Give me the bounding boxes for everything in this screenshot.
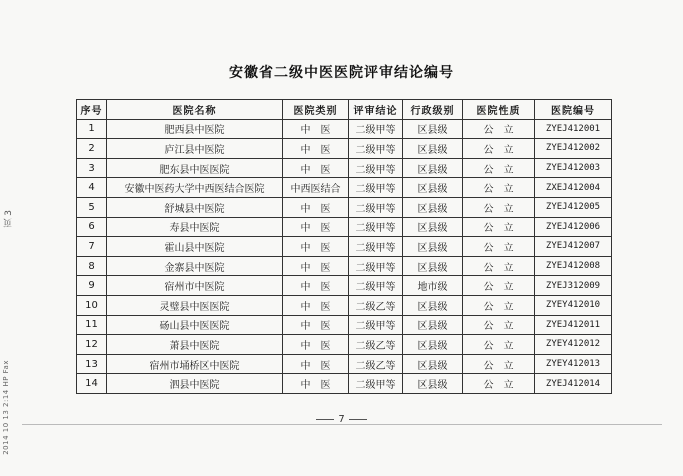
cell-index: 2 (77, 139, 107, 159)
cell-index: 13 (77, 354, 107, 374)
cell-index: 6 (77, 217, 107, 237)
cell-index: 5 (77, 197, 107, 217)
cell-nature: 公 立 (463, 217, 535, 237)
cell-conclusion: 二级甲等 (349, 139, 403, 159)
cell-index: 10 (77, 295, 107, 315)
table-row (77, 256, 612, 276)
cell-admin-level: 区县级 (403, 237, 463, 257)
cell-hospital-name: 宿州市中医院 (107, 276, 283, 296)
header-category: 医院类别 (283, 100, 349, 120)
cell-index: 4 (77, 178, 107, 198)
cell-hospital-name: 肥西县中医院 (107, 119, 283, 139)
hospital-table (76, 99, 612, 394)
cell-hospital-name: 砀山县中医医院 (107, 315, 283, 335)
cell-code: ZYEJ312009 (535, 276, 612, 296)
cell-code: ZYEJ412001 (535, 119, 612, 139)
cell-index: 11 (77, 315, 107, 335)
cell-code: ZXEJ412004 (535, 178, 612, 198)
cell-nature: 公 立 (463, 315, 535, 335)
cell-conclusion: 二级乙等 (349, 295, 403, 315)
cell-index: 3 (77, 158, 107, 178)
cell-nature: 公 立 (463, 237, 535, 257)
cell-index: 9 (77, 276, 107, 296)
cell-category: 中 医 (283, 354, 349, 374)
cell-admin-level: 区县级 (403, 295, 463, 315)
cell-conclusion: 二级乙等 (349, 335, 403, 355)
cell-admin-level: 区县级 (403, 256, 463, 276)
table-header-row (77, 100, 612, 120)
cell-category: 中 医 (283, 158, 349, 178)
cell-category: 中 医 (283, 276, 349, 296)
cell-category: 中西医结合 (283, 178, 349, 198)
cell-code: ZYEY412013 (535, 354, 612, 374)
cell-code: ZYEY412012 (535, 335, 612, 355)
cell-admin-level: 区县级 (403, 139, 463, 159)
cell-category: 中 医 (283, 237, 349, 257)
cell-category: 中 医 (283, 335, 349, 355)
page-number-dash-left (316, 419, 334, 420)
cell-nature: 公 立 (463, 197, 535, 217)
table-row (77, 158, 612, 178)
document-title: 安徽省二级中医医院评审结论编号 (229, 65, 454, 81)
cell-nature: 公 立 (463, 374, 535, 394)
cell-conclusion: 二级甲等 (349, 374, 403, 394)
cell-hospital-name: 舒城县中医院 (107, 197, 283, 217)
cell-conclusion: 二级乙等 (349, 354, 403, 374)
cell-admin-level: 区县级 (403, 217, 463, 237)
header-index: 序号 (77, 100, 107, 120)
cell-hospital-name: 霍山县中医院 (107, 237, 283, 257)
cell-code: ZYEJ412014 (535, 374, 612, 394)
cell-code: ZYEJ412002 (535, 139, 612, 159)
cell-admin-level: 区县级 (403, 158, 463, 178)
table-row (77, 335, 612, 355)
cell-admin-level: 区县级 (403, 197, 463, 217)
cell-code: ZYEJ412007 (535, 237, 612, 257)
cell-code: ZYEJ412005 (535, 197, 612, 217)
cell-admin-level: 区县级 (403, 119, 463, 139)
cell-admin-level: 区县级 (403, 354, 463, 374)
page-number-dash-right (349, 419, 367, 420)
cell-hospital-name: 庐江县中医院 (107, 139, 283, 159)
table-row (77, 315, 612, 335)
cell-nature: 公 立 (463, 119, 535, 139)
cell-category: 中 医 (283, 256, 349, 276)
cell-conclusion: 二级甲等 (349, 256, 403, 276)
table-row (77, 295, 612, 315)
header-nature: 医院性质 (463, 100, 535, 120)
cell-nature: 公 立 (463, 354, 535, 374)
cell-category: 中 医 (283, 119, 349, 139)
cell-conclusion: 二级甲等 (349, 197, 403, 217)
cell-category: 中 医 (283, 315, 349, 335)
cell-hospital-name: 泗县中医院 (107, 374, 283, 394)
table-row (77, 354, 612, 374)
cell-code: ZYEJ412006 (535, 217, 612, 237)
cell-category: 中 医 (283, 197, 349, 217)
cell-code: ZYEJ412011 (535, 315, 612, 335)
page-number-value: 7 (338, 414, 345, 425)
header-conclusion: 评审结论 (349, 100, 403, 120)
cell-admin-level: 区县级 (403, 335, 463, 355)
cell-category: 中 医 (283, 139, 349, 159)
header-admin-level: 行政级别 (403, 100, 463, 120)
cell-conclusion: 二级甲等 (349, 217, 403, 237)
side-page-note: 页 3 (4, 210, 14, 228)
cell-admin-level: 区县级 (403, 374, 463, 394)
table-row (77, 197, 612, 217)
table-row (77, 276, 612, 296)
cell-hospital-name: 萧县中医院 (107, 335, 283, 355)
cell-category: 中 医 (283, 217, 349, 237)
cell-conclusion: 二级甲等 (349, 119, 403, 139)
cell-conclusion: 二级甲等 (349, 237, 403, 257)
table-row (77, 217, 612, 237)
fax-header-stamp: 2014 10 13 2:14 HP Fax (2, 360, 10, 455)
cell-nature: 公 立 (463, 139, 535, 159)
cell-index: 8 (77, 256, 107, 276)
cell-admin-level: 区县级 (403, 178, 463, 198)
cell-admin-level: 区县级 (403, 315, 463, 335)
cell-hospital-name: 灵璧县中医医院 (107, 295, 283, 315)
cell-category: 中 医 (283, 374, 349, 394)
cell-code: ZYEY412010 (535, 295, 612, 315)
cell-index: 1 (77, 119, 107, 139)
cell-nature: 公 立 (463, 158, 535, 178)
cell-hospital-name: 宿州市埇桥区中医院 (107, 354, 283, 374)
header-code: 医院编号 (535, 100, 612, 120)
cell-index: 12 (77, 335, 107, 355)
header-hospital-name: 医院名称 (107, 100, 283, 120)
footer-rule (22, 424, 662, 425)
cell-conclusion: 二级甲等 (349, 158, 403, 178)
cell-index: 14 (77, 374, 107, 394)
cell-category: 中 医 (283, 295, 349, 315)
table-row (77, 178, 612, 198)
cell-conclusion: 二级甲等 (349, 178, 403, 198)
table-row (77, 119, 612, 139)
cell-nature: 公 立 (463, 178, 535, 198)
cell-nature: 公 立 (463, 295, 535, 315)
cell-code: ZYEJ412003 (535, 158, 612, 178)
cell-conclusion: 二级甲等 (349, 315, 403, 335)
cell-hospital-name: 安徽中医药大学中西医结合医院 (107, 178, 283, 198)
cell-hospital-name: 金寨县中医院 (107, 256, 283, 276)
cell-nature: 公 立 (463, 276, 535, 296)
cell-admin-level: 地市级 (403, 276, 463, 296)
table-row (77, 374, 612, 394)
cell-index: 7 (77, 237, 107, 257)
cell-conclusion: 二级甲等 (349, 276, 403, 296)
table-row (77, 139, 612, 159)
cell-hospital-name: 肥东县中医医院 (107, 158, 283, 178)
cell-code: ZYEJ412008 (535, 256, 612, 276)
cell-hospital-name: 寿县中医院 (107, 217, 283, 237)
cell-nature: 公 立 (463, 256, 535, 276)
table-row (77, 237, 612, 257)
cell-nature: 公 立 (463, 335, 535, 355)
